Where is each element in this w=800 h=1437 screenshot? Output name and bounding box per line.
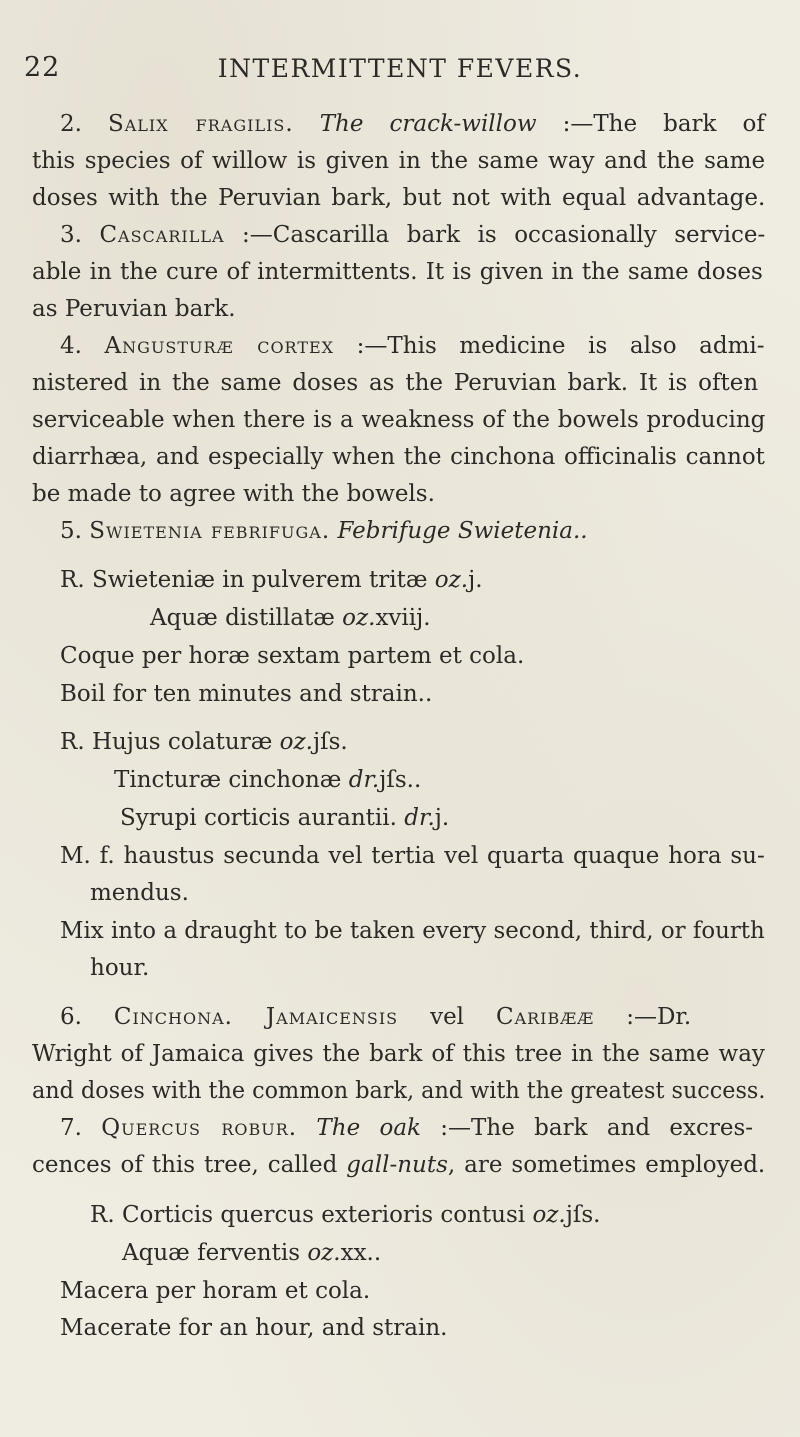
text-line <box>32 442 765 472</box>
text-run: Quercus robur. <box>101 1115 298 1141</box>
text-line <box>60 331 765 361</box>
text-line <box>150 603 431 633</box>
text-run: :—The bark of <box>536 111 765 137</box>
text-run: R. Hujus colaturæ <box>60 729 280 755</box>
text-run: 5. <box>60 518 90 544</box>
text-line <box>120 803 449 833</box>
text-run: jſs. <box>312 729 348 755</box>
text-line <box>90 1200 601 1230</box>
text-run: , are sometimes employed. <box>447 1152 766 1178</box>
text-run: as Peruvian bark. <box>32 296 236 322</box>
text-run: and doses with the common bark, and with the greatest success. <box>32 1078 766 1104</box>
text-line <box>60 916 765 946</box>
text-run: 6. <box>60 1004 114 1030</box>
running-head <box>0 52 800 92</box>
text-run: doses with the Peruvian bark, but not with equal advantage. <box>32 185 766 211</box>
text-run: R. Corticis quercus exterioris contusi <box>90 1202 533 1228</box>
text-run: serviceable when there is a weakness of the bowels producing <box>32 407 766 433</box>
text-run: oz. <box>307 1240 341 1266</box>
text-line <box>90 953 149 983</box>
text-run: oz. <box>342 605 376 631</box>
text-run: Syrupi corticis aurantii. <box>120 805 405 831</box>
text-run: :—The bark and excres- <box>421 1115 754 1141</box>
text-run: this species of willow is given in the same way and the same <box>32 148 766 174</box>
text-line <box>32 146 765 176</box>
text-run: :—This medicine is also admi- <box>334 333 765 359</box>
text-run: gall-nuts <box>346 1152 448 1178</box>
text-line <box>32 1076 765 1106</box>
text-line <box>32 183 765 213</box>
text-line <box>32 1150 765 1180</box>
text-line <box>32 368 758 398</box>
text-run: j. <box>434 805 450 831</box>
text-run: Macerate for an hour, and strain. <box>60 1315 448 1341</box>
text-run: oz. <box>434 567 469 593</box>
text-line <box>60 1113 753 1143</box>
text-run: Caribææ <box>495 1004 595 1030</box>
text-run: dr. <box>348 767 380 793</box>
text-line <box>60 841 765 871</box>
text-run: cences of this tree, called <box>32 1152 347 1178</box>
text-run: Macera per horam et cola. <box>60 1278 371 1304</box>
text-run: Mix into a draught to be taken every second, third, or fourth <box>60 918 765 944</box>
text-run: jſs.. <box>379 767 422 793</box>
text-line <box>60 1002 691 1032</box>
text-run: Cascarilla <box>99 222 225 248</box>
text-run: vel <box>398 1004 496 1030</box>
text-run: Swietenia febrifuga. <box>89 518 331 544</box>
text-run: xx.. <box>340 1240 382 1266</box>
text-run: nistered in the same doses as the Peruvian bark. It is often <box>32 370 759 396</box>
text-run: Febrifuge Swietenia.. <box>337 518 588 544</box>
text-run: M. f. haustus secunda vel tertia vel quarta quaque hora su- <box>60 843 765 869</box>
text-run: Cinchona. Jamaicensis <box>113 1004 399 1030</box>
text-run: Boil for ten minutes and strain.. <box>60 681 433 707</box>
text-line <box>60 679 432 709</box>
text-run: 7. <box>60 1115 102 1141</box>
text-run: Tincturæ cinchonæ <box>114 767 349 793</box>
text-run: :—Dr. <box>594 1004 692 1030</box>
text-run: be made to agree with the bowels. <box>32 481 435 507</box>
text-line <box>32 479 435 509</box>
text-run: Aquæ distillatæ <box>150 605 343 631</box>
text-run: 2. <box>60 111 108 137</box>
text-run: R. Swieteniæ in pulverem tritæ <box>60 567 435 593</box>
text-run: hour. <box>90 955 150 981</box>
text-line <box>60 1276 370 1306</box>
text-line <box>32 1039 765 1069</box>
text-line <box>60 727 348 757</box>
text-run: The oak <box>297 1115 421 1141</box>
running-title: INTERMITTENT FEVERS. <box>217 54 583 83</box>
text-run: oz. <box>279 729 313 755</box>
text-line <box>90 878 189 908</box>
text-line <box>32 257 763 287</box>
text-run: jſs. <box>565 1202 601 1228</box>
text-run: xviij. <box>375 605 431 631</box>
text-run: 4. <box>60 333 105 359</box>
text-line <box>60 220 765 250</box>
text-run: Wright of Jamaica gives the bark of this tree in the same way <box>32 1041 765 1067</box>
text-run: The crack-willow <box>293 111 537 137</box>
text-line <box>60 1313 448 1343</box>
text-line <box>32 294 236 324</box>
text-run: :—Cascarilla bark is occasionally service- <box>224 222 766 248</box>
text-run: diarrhæa, and especially when the cinchona officinalis cannot <box>32 444 765 470</box>
text-line <box>60 109 765 139</box>
text-line <box>60 516 588 546</box>
text-run: mendus. <box>90 880 189 906</box>
text-run: able in the cure of intermittents. It is given in the same doses <box>32 259 763 285</box>
text-line <box>122 1238 381 1268</box>
text-run: dr. <box>404 805 435 831</box>
text-line <box>114 765 421 795</box>
text-run: 3. <box>60 222 100 248</box>
text-run: Salix fragilis. <box>107 111 294 137</box>
text-line <box>60 565 483 595</box>
text-run: Angusturæ cortex <box>104 333 335 359</box>
text-run: oz. <box>532 1202 566 1228</box>
page-number: 22 <box>24 52 61 83</box>
text-line <box>60 641 524 671</box>
text-run: Coque per horæ sextam partem et cola. <box>60 643 525 669</box>
text-run: Aquæ ferventis <box>122 1240 308 1266</box>
text-line <box>32 405 765 435</box>
text-run: j. <box>468 567 483 593</box>
